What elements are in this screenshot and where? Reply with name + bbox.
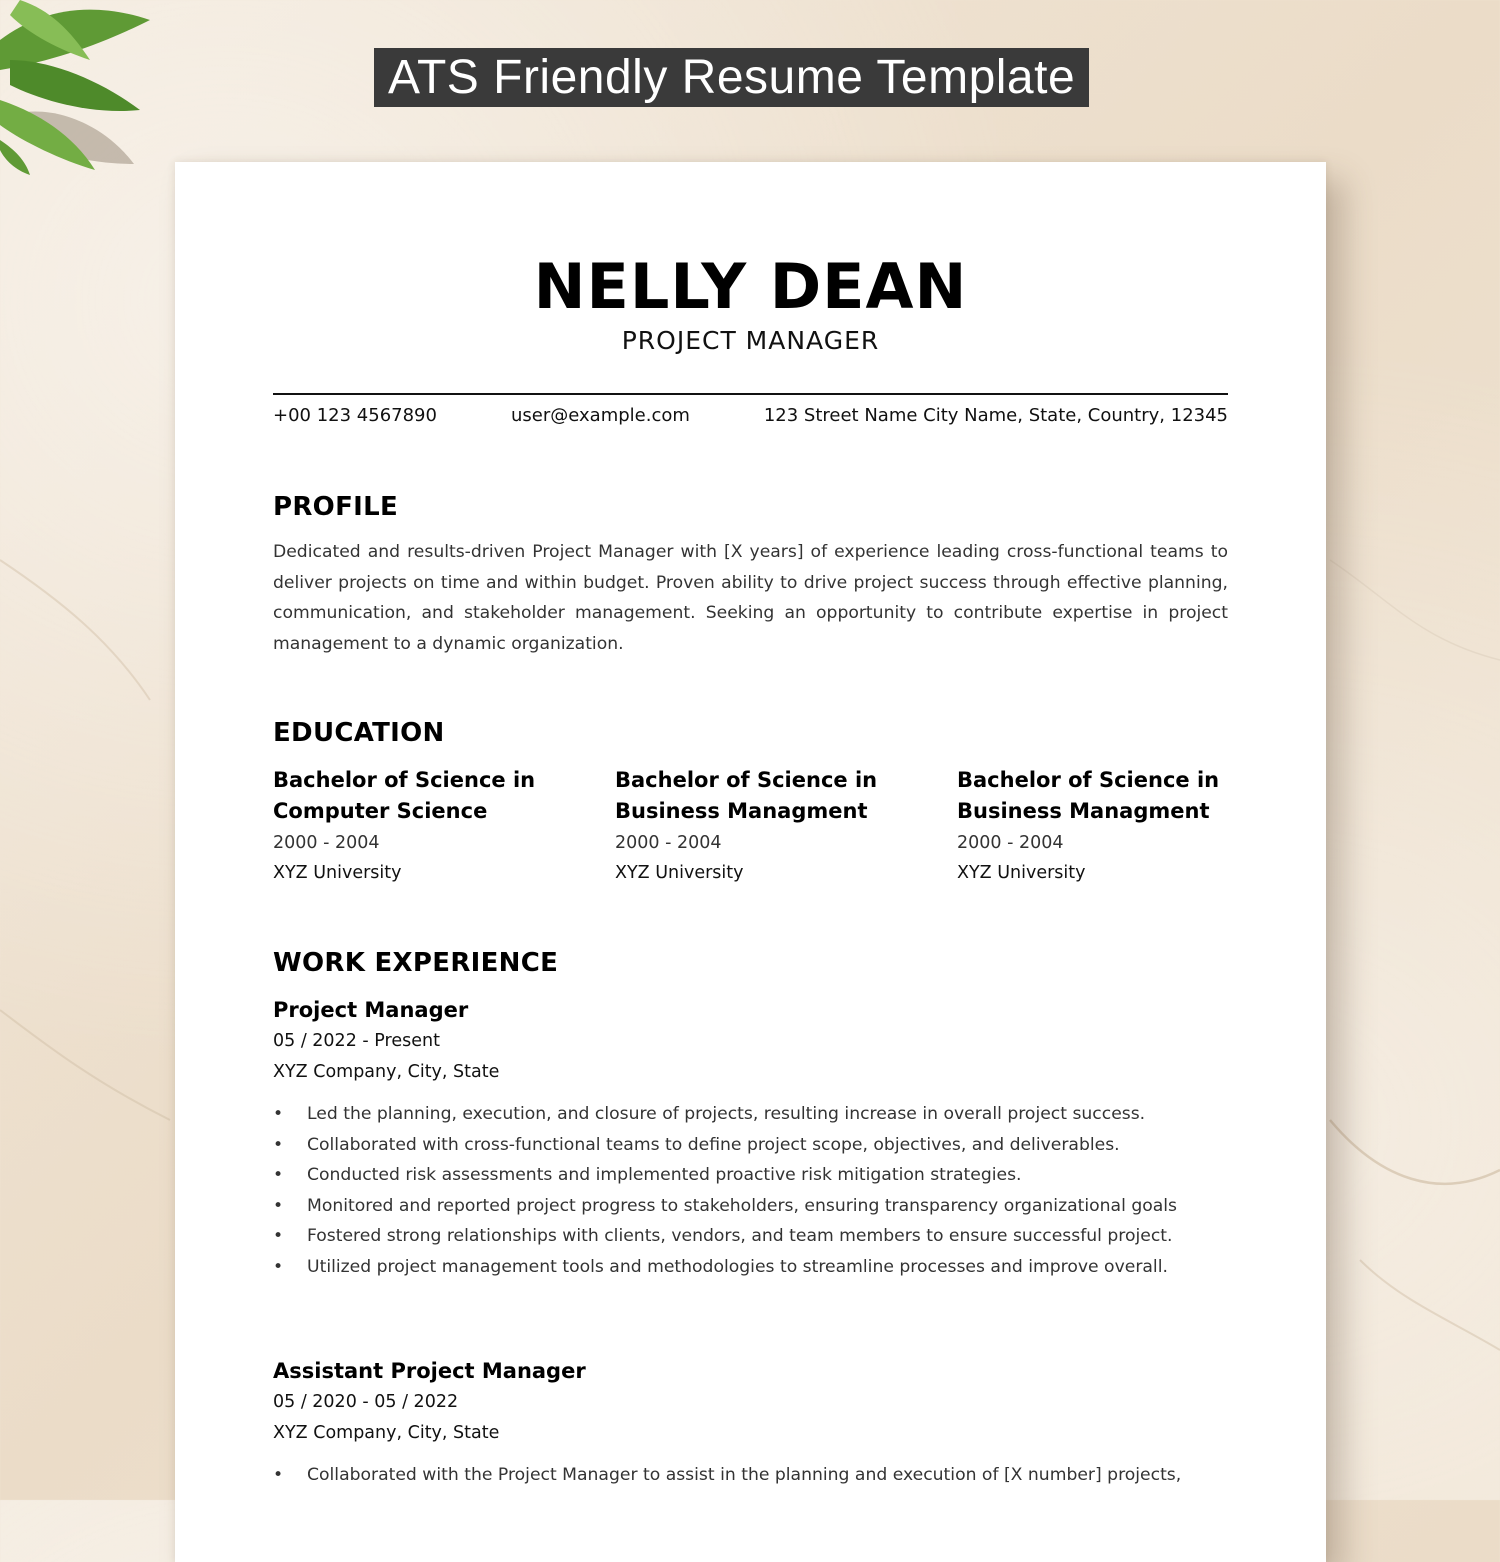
job-company: XYZ Company, City, State — [273, 1422, 500, 1443]
education-item — [273, 765, 573, 888]
education-degree-line2: Business Managment — [615, 799, 868, 823]
education-school: XYZ University — [615, 863, 744, 883]
education-item — [615, 765, 915, 888]
job-bullet-text: Led the planning, execution, and closure of projects, resulting increase in overall project success. — [307, 1104, 1146, 1124]
education-item — [957, 765, 1257, 888]
candidate-role: PROJECT MANAGER — [621, 326, 880, 355]
bullet-icon: • — [273, 1465, 284, 1485]
job-bullet — [273, 1099, 1233, 1130]
education-years: 2000 - 2004 — [615, 833, 722, 853]
template-title-banner: ATS Friendly Resume Template — [374, 48, 1089, 107]
job-bullet-text: Conducted risk assessments and implemented proactive risk mitigation strategies. — [307, 1165, 1022, 1186]
education-years: 2000 - 2004 — [273, 833, 380, 853]
job-entry — [273, 995, 1233, 1283]
job-bullet — [273, 1191, 1233, 1222]
job-company: XYZ Company, City, State — [273, 1061, 500, 1082]
education-degree-line1: Bachelor of Science in — [957, 768, 1220, 792]
bullet-icon: • — [273, 1104, 284, 1124]
education-heading: EDUCATION — [273, 718, 445, 748]
job-bullet-text: Monitored and reported project progress to stakeholders, ensuring transparency organizational goals — [307, 1195, 1178, 1216]
job-bullet-text: Fostered strong relationships with clients, vendors, and team members to ensure successful project. — [307, 1226, 1173, 1247]
bullet-icon: • — [273, 1165, 284, 1186]
bullet-icon: • — [273, 1195, 284, 1216]
plant-leaves-icon — [0, 0, 180, 190]
profile-text: Dedicated and results-driven Project Manager with [X years] of experience leading cross-functional teams to deliver projects on time and within budget. Proven ability to drive project success through effective planning, communication, and stakeholder management. Seeking an opportunity to contribute expertise in project management to a dynamic organization. — [273, 542, 1228, 654]
job-bullet — [273, 1160, 1233, 1191]
education-school: XYZ University — [273, 863, 402, 883]
bullet-icon: • — [273, 1256, 284, 1277]
job-title: Project Manager — [273, 998, 469, 1022]
education-degree-line2: Business Managment — [957, 799, 1210, 823]
contact-phone: +00 123 4567890 — [273, 405, 437, 426]
job-bullet-text: Utilized project management tools and methodologies to streamline processes and improve overall. — [307, 1256, 1168, 1277]
contact-address: 123 Street Name City Name, State, Country, 12345 — [763, 405, 1228, 426]
resume-page — [175, 162, 1326, 1562]
job-bullets — [273, 1099, 1233, 1283]
candidate-name: NELLY DEAN — [533, 250, 968, 323]
job-bullet — [273, 1130, 1233, 1161]
job-bullet-text: Collaborated with cross-functional teams to define project scope, objectives, and deliverables. — [307, 1134, 1120, 1155]
job-bullet — [273, 1221, 1233, 1252]
job-bullets — [273, 1460, 1233, 1491]
contact-row — [273, 405, 1228, 433]
education-years: 2000 - 2004 — [957, 833, 1064, 853]
header-divider — [273, 393, 1228, 395]
job-bullet — [273, 1252, 1233, 1283]
bullet-icon: • — [273, 1134, 284, 1155]
experience-heading: WORK EXPERIENCE — [273, 948, 559, 978]
education-degree-line1: Bachelor of Science in — [615, 768, 878, 792]
profile-heading: PROFILE — [273, 492, 399, 522]
education-degree-line2: Computer Science — [273, 799, 488, 823]
job-title: Assistant Project Manager — [273, 1359, 586, 1383]
education-school: XYZ University — [957, 863, 1086, 883]
job-entry — [273, 1356, 1233, 1491]
contact-email: user@example.com — [511, 405, 690, 426]
job-bullet-text: Collaborated with the Project Manager to assist in the planning and execution of [X number] projects, — [307, 1465, 1182, 1485]
bullet-icon: • — [273, 1226, 284, 1247]
job-dates: 05 / 2022 - Present — [273, 1031, 440, 1051]
education-degree-line1: Bachelor of Science in — [273, 768, 536, 792]
job-bullet — [273, 1460, 1233, 1491]
job-dates: 05 / 2020 - 05 / 2022 — [273, 1392, 459, 1412]
